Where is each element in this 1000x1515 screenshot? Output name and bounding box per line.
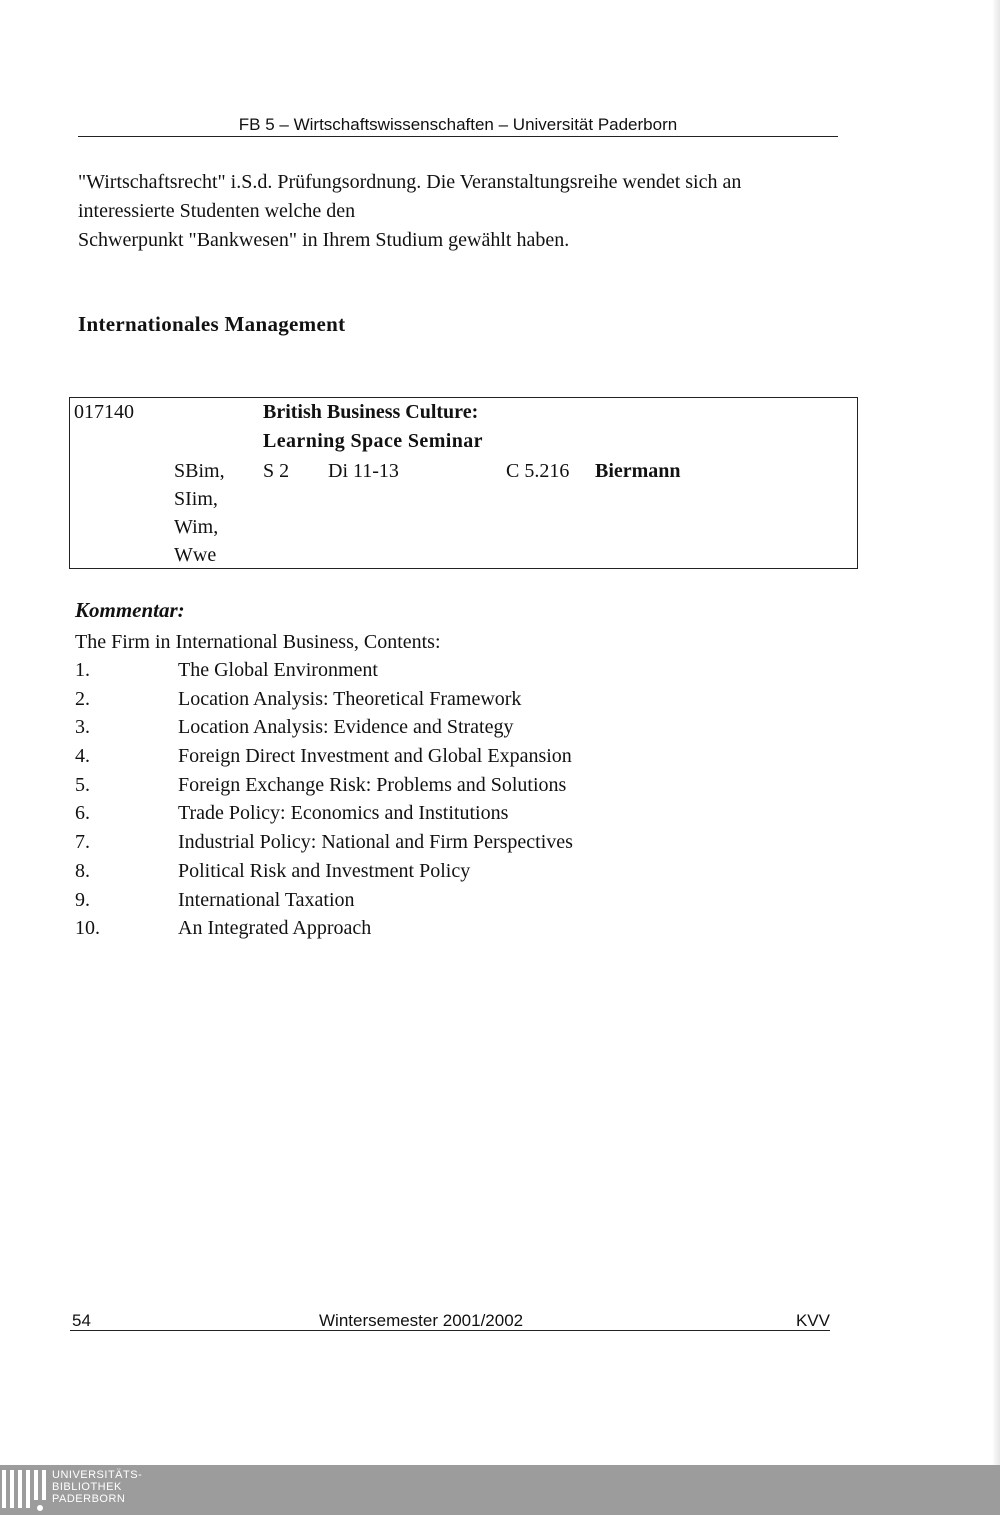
library-watermark-bar [0, 1465, 1000, 1515]
item-number: 1. [75, 659, 90, 681]
kommentar-label: Kommentar: [75, 598, 185, 622]
course-program: SBim, [174, 460, 225, 482]
item-text: Industrial Policy: National and Firm Perspectives [178, 831, 573, 854]
item-number: 6. [75, 802, 90, 825]
running-head: FB 5 – Wirtschaftswissenschaften – Universität Paderborn [78, 114, 838, 137]
course-lecturer: Biermann [595, 460, 681, 482]
section-heading: Internationales Management [78, 312, 346, 336]
item-number: 8. [75, 859, 90, 882]
intro-line: Schwerpunkt "Bankwesen" in Ihrem Studium gewählt haben. [78, 229, 570, 251]
list-item [75, 914, 775, 943]
list-item [75, 656, 775, 685]
item-number: 9. [75, 888, 90, 911]
list-item [75, 713, 775, 742]
intro-paragraph [78, 168, 838, 255]
course-title-line2: Learning Space Seminar [263, 430, 483, 452]
item-number: 7. [75, 831, 90, 854]
contents-list [75, 656, 775, 943]
intro-line: "Wirtschaftsrecht" i.S.d. Prüfungsordnung. Die Veranstaltungsreihe wendet sich an [78, 171, 742, 193]
intro-line: interessierte Studenten welche den [78, 200, 356, 222]
item-text: The Global Environment [178, 659, 378, 681]
library-name-line: UNIVERSITÄTS- [52, 1469, 143, 1481]
course-program: Wwe [174, 544, 217, 566]
item-text: Foreign Direct Investment and Global Expansion [178, 745, 572, 768]
item-number: 2. [75, 687, 90, 710]
course-title-line1: British Business Culture: [263, 401, 479, 423]
item-text: An Integrated Approach [178, 917, 372, 940]
list-item [75, 857, 775, 886]
course-entry-box [69, 397, 858, 569]
list-item [75, 828, 775, 857]
course-type: S 2 [263, 460, 290, 482]
footer-abbrev: KVV [795, 1311, 830, 1330]
page-number: 54 [72, 1311, 91, 1330]
item-number: 5. [75, 773, 90, 796]
item-number: 4. [75, 745, 90, 768]
library-name [52, 1469, 142, 1505]
page-edge-shadow [992, 0, 1000, 1465]
list-item [75, 886, 775, 915]
list-item [75, 685, 775, 714]
list-item [75, 742, 775, 771]
item-text: Political Risk and Investment Policy [178, 859, 471, 882]
course-time: Di 11-13 [328, 460, 399, 482]
library-logo-icon [0, 1468, 50, 1512]
footer-semester: Wintersemester 2001/2002 [319, 1311, 524, 1330]
course-program: SIim, [174, 488, 218, 510]
list-item [75, 799, 775, 828]
item-number: 3. [75, 716, 90, 739]
library-name-line: BIBLIOTHEK [52, 1481, 122, 1493]
course-program: Wim, [174, 516, 219, 538]
item-number: 10. [75, 917, 100, 940]
kommentar-intro: The Firm in International Business, Contents: [75, 631, 441, 653]
list-item [75, 771, 775, 800]
item-text: Foreign Exchange Risk: Problems and Solutions [178, 773, 567, 796]
page-footer [70, 1310, 830, 1331]
item-text: Location Analysis: Theoretical Framework [178, 687, 522, 710]
item-text: International Taxation [178, 888, 355, 911]
course-room: C 5.216 [506, 460, 570, 482]
item-text: Location Analysis: Evidence and Strategy [178, 716, 514, 739]
library-name-line: PADERBORN [52, 1493, 126, 1505]
course-number: 017140 [74, 401, 134, 423]
item-text: Trade Policy: Economics and Institutions [178, 802, 509, 825]
